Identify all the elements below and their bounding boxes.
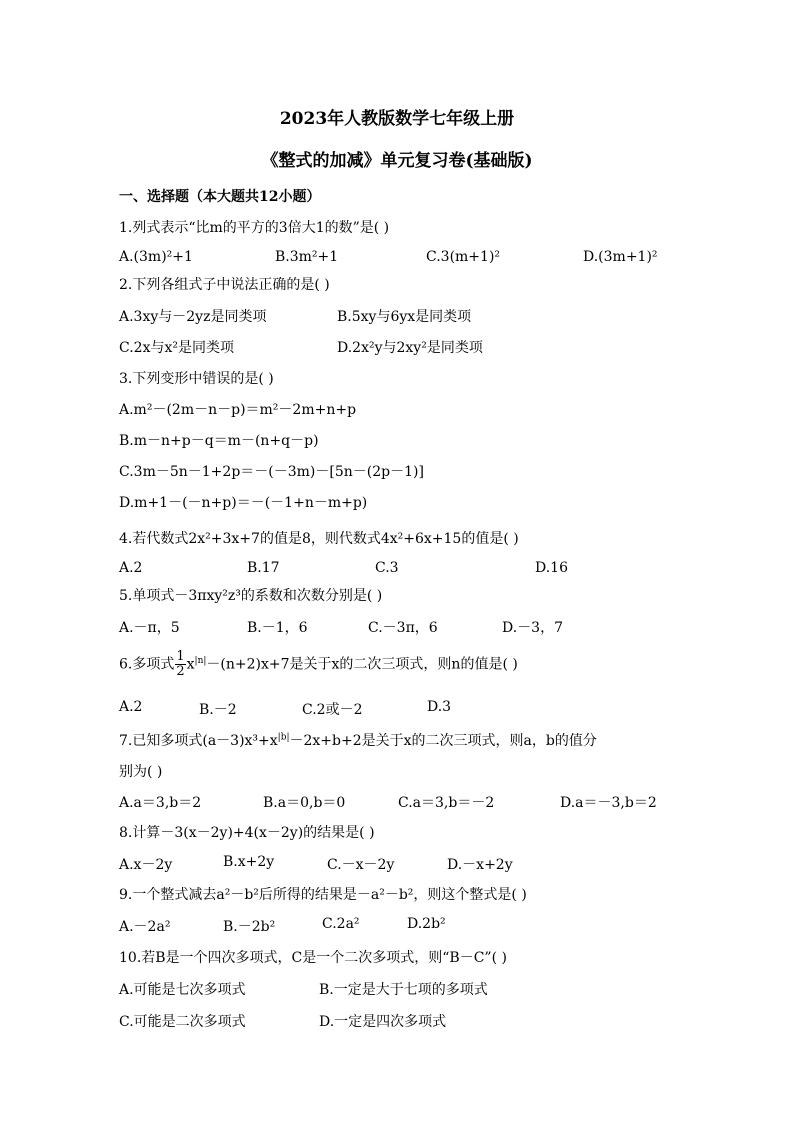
question-2-stem: 2.下列各组式子中说法正确的是( ) — [119, 277, 330, 293]
question-6-option-d: D.3 — [427, 699, 452, 715]
fraction — [175, 650, 185, 679]
question-3-option-d: D.m+1－(－n+p)＝－(－1+n－m+p) — [119, 495, 368, 511]
question-6-stem — [119, 650, 518, 679]
question-7-stem — [119, 730, 597, 750]
question-10-option-c: C.可能是二次多项式 — [119, 1014, 246, 1030]
question-1-option-b: B.3m²+1 — [275, 249, 339, 265]
fraction-denominator: 2 — [176, 664, 185, 679]
question-10-option-b: B.一定是大于七项的多项式 — [319, 982, 488, 998]
question-5-stem: 5.单项式－3πxy²z³的系数和次数分别是( ) — [119, 588, 383, 604]
question-3-stem: 3.下列变形中错误的是( ) — [119, 371, 274, 387]
question-7-stem-end: －2x+b+2是关于x的二次三项式，则a，b的值分 — [289, 733, 597, 749]
question-9-stem: 9.一个整式减去a²－b²后所得的结果是－a²－b²，则这个整式是( ) — [119, 887, 527, 903]
question-9-option-a: A.－2a² — [119, 919, 171, 935]
question-6-variable: x — [186, 656, 195, 673]
question-6-option-c: C.2或－2 — [302, 702, 363, 718]
question-7-option-c: C.a＝3,b＝－2 — [398, 795, 495, 811]
question-2-option-b: B.5xy与6yx是同类项 — [337, 309, 472, 325]
question-7-option-d: D.a＝－3,b＝2 — [560, 795, 657, 811]
question-1-option-d: D.(3m+1)² — [583, 249, 658, 265]
question-5-option-b: B.－1，6 — [247, 620, 308, 636]
question-2-option-a: A.3xy与－2yz是同类项 — [119, 309, 267, 325]
question-6-suffix: －(n+2)x+7是关于x的二次三项式，则n的值是( ) — [206, 656, 518, 673]
question-10-option-d: D.一定是四次多项式 — [319, 1014, 447, 1030]
question-10-option-a: A.可能是七次多项式 — [119, 982, 246, 998]
question-3-option-b: B.m－n+p－q＝m－(n+q－p) — [119, 433, 319, 449]
question-7-exponent: |b| — [277, 732, 290, 743]
fraction-numerator: 1 — [176, 649, 185, 664]
question-7-stem-line-2: 别为( ) — [119, 764, 163, 780]
question-1-stem: 1.列式表示“比m的平方的3倍大1的数”是( ) — [119, 220, 390, 236]
question-4-option-a: A.2 — [119, 560, 143, 576]
question-6-option-b: B.－2 — [199, 702, 237, 718]
question-9-option-c: C.2a² — [322, 916, 360, 932]
question-8-option-b: B.x+2y — [223, 854, 275, 870]
question-8-option-c: C.－x－2y — [327, 857, 395, 873]
question-2-option-d: D.2x²y与2xy²是同类项 — [337, 340, 483, 356]
question-3-option-c: C.3m－5n－1+2p＝－(－3m)－[5n－(2p－1)] — [119, 464, 424, 480]
question-8-option-d: D.－x+2y — [447, 857, 513, 873]
document-subtitle: 《整式的加减》单元复习卷(基础版) — [261, 151, 533, 171]
question-10-stem: 10.若B是一个四次多项式，C是一个二次多项式，则“B－C”( ) — [119, 950, 507, 966]
document-title: 2023年人教版数学七年级上册 — [279, 109, 515, 129]
question-6-exponent: |n| — [194, 655, 207, 666]
question-5-option-a: A.－π，5 — [119, 620, 180, 636]
question-7-option-a: A.a＝3,b＝2 — [119, 795, 202, 811]
question-9-option-d: D.2b² — [407, 916, 446, 932]
question-5-option-c: C.－3π，6 — [368, 620, 438, 636]
question-6-option-a: A.2 — [119, 699, 143, 715]
question-5-option-d: D.－3，7 — [502, 620, 563, 636]
question-8-option-a: A.x－2y — [119, 857, 173, 873]
question-8-stem: 8.计算－3(x－2y)+4(x－2y)的结果是( ) — [119, 825, 375, 841]
question-4-stem: 4.若代数式2x²+3x+7的值是8，则代数式4x²+6x+15的值是( ) — [119, 531, 519, 547]
question-1-option-c: C.3(m+1)² — [426, 249, 501, 265]
question-4-option-d: D.16 — [535, 560, 568, 576]
question-3-option-a: A.m²－(2m－n－p)＝m²－2m+n+p — [119, 402, 357, 418]
question-4-option-c: C.3 — [375, 560, 399, 576]
question-9-option-b: B.－2b² — [223, 919, 276, 935]
question-7-option-b: B.a＝0,b＝0 — [263, 795, 346, 811]
question-6-prefix: 6.多项式 — [119, 656, 175, 673]
question-7-stem-start: 7.已知多项式(a－3)x³+x — [119, 733, 278, 749]
question-2-option-c: C.2x与x²是同类项 — [119, 340, 234, 356]
question-1-option-a: A.(3m)²+1 — [119, 249, 193, 265]
question-4-option-b: B.17 — [247, 560, 280, 576]
section-heading: 一、选择题（本大题共12小题） — [119, 189, 321, 205]
